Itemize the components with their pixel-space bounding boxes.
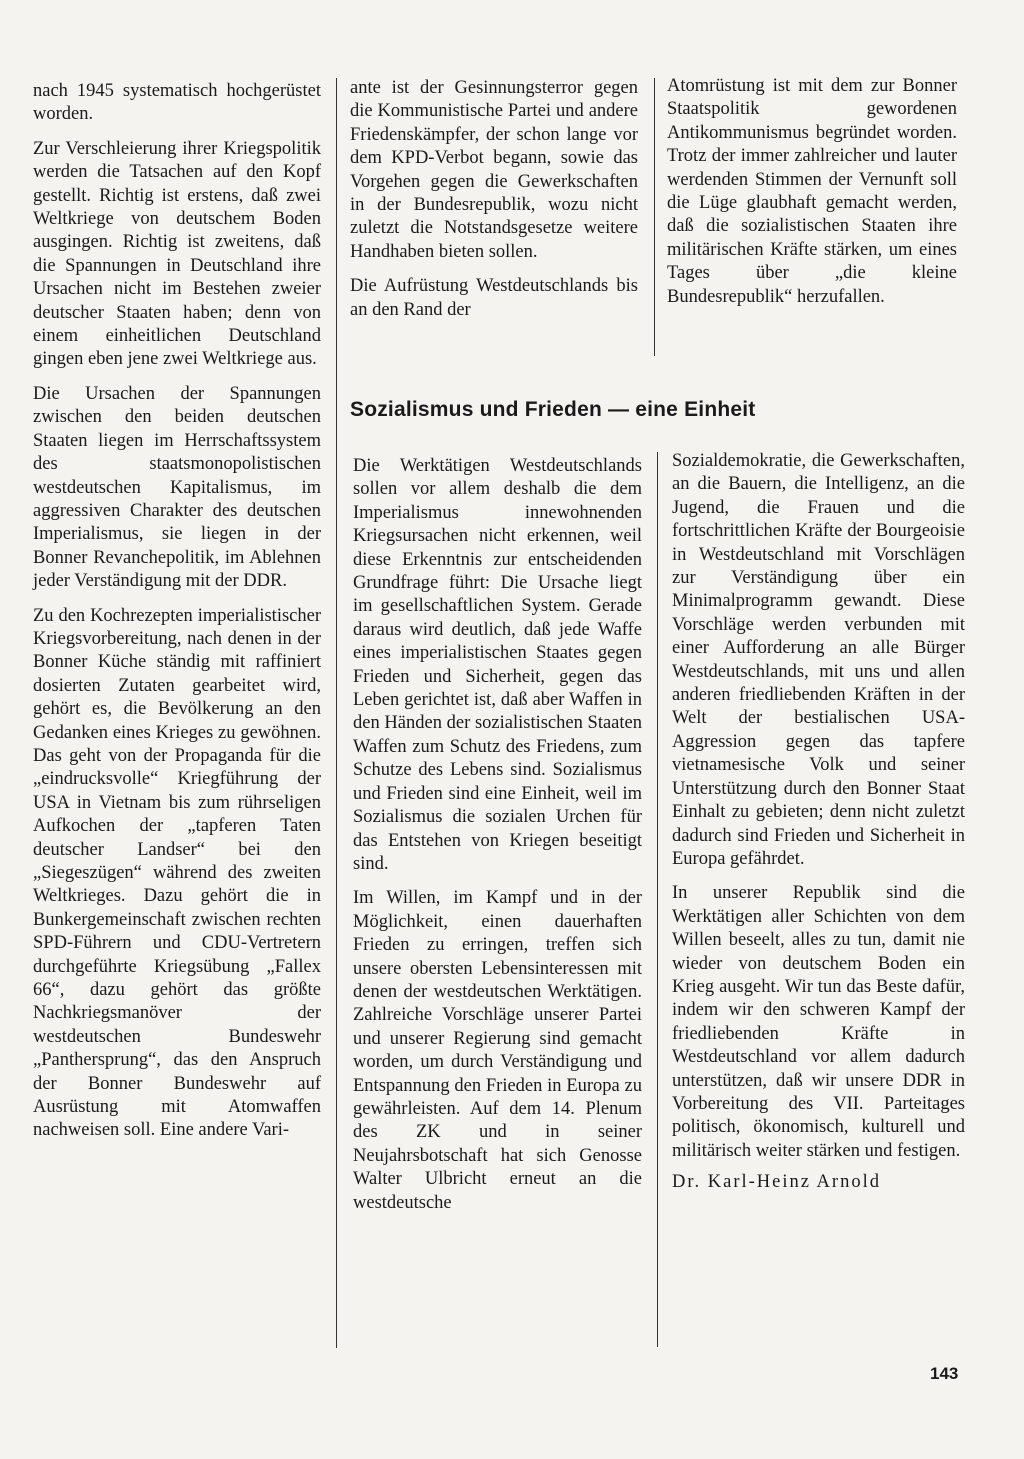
paragraph: Im Willen, im Kampf und in der Möglichkeit, einen dauerhaften Frieden zu erringen, treffen sich unsere obersten Lebensinteressen mit denen der westdeutschen Werktätigen. Zahlreiche Vorschläge unserer Partei und unserer Regierung sind gemacht worden, um durch Verständigung und Entspannung den Frieden in Europa zu gewährleisten. Auf dem 14. Plenum des ZK und in seiner Neujahrsbotschaft hat sich Genosse Walter Ulbricht erneut an die westdeutsche <box>353 888 642 1213</box>
paragraph: ante ist der Gesinnungsterror gegen die Kommunistische Partei und andere Friedenskämpfer, der schon lange vor dem KPD-Verbot begann, sowie das Vorgehen gegen die Gewerkschaften in der Bundesrepublik, wozu nicht zuletzt die Notstandsgesetze weitere Handhaben bieten sollen. <box>350 78 638 262</box>
paragraph: Sozialdemokratie, die Gewerkschaften, an die Bauern, die Intelligenz, an die Jugend, die Frauen und die fortschrittlichen Kräfte der Bourgeoisie in Westdeutschland mit Vorschlägen zur Verständigung über ein Minimalprogramm gewandt. Diese Vorschläge werden verbunden mit einer Aufforderung an alle Bürger Westdeutschlands, mit uns und allen anderen friedliebenden Kräften in der Welt der bestialischen USA-Aggression gegen das tapfere vietnamesische Volk und seiner Unterstützung durch den Bonner Staat Einhalt zu gebieten; denn nicht zuletzt dadurch sind Frieden und Sicherheit in Europa gefährdet. <box>672 451 965 869</box>
text-column-1 <box>33 80 321 1143</box>
text-column-3 <box>667 75 957 309</box>
paragraph: Zur Verschleierung ihrer Kriegspolitik werden die Tatsachen auf den Kopf gestellt. Richtig ist erstens, daß zwei Weltkriege von deutschem Boden ausgingen. Richtig ist zweitens, daß die Spannungen in Deutschland ihre Ursachen nicht im Bestehen zweier deutscher Staaten haben; denn von einem einheitlichen Deutschland gingen eben jene zwei Weltkriege aus. <box>33 138 321 370</box>
paragraph: In unserer Republik sind die Werktätigen aller Schichten von dem Willen beseelt, alles zu tun, damit nie wieder von deutschem Boden ein Krieg ausgeht. Wir tun das Beste dafür, indem wir den schweren Kampf der friedliebenden Kräfte in Westdeutschland vor allem dadurch unterstützen, daß wir unsere DDR in Vorbereitung des VII. Parteitages politisch, ökonomisch, kulturell und militärisch weiter stärken und festigen. <box>672 883 965 1161</box>
column-divider <box>657 452 658 1347</box>
paragraph: nach 1945 systematisch hochgerüstet worden. <box>33 81 321 125</box>
section-heading: Sozialismus und Frieden — eine Einheit <box>350 398 756 421</box>
text-column-4 <box>353 455 642 1215</box>
author-signature: Dr. Karl-Heinz Arnold <box>672 1172 881 1193</box>
column-divider <box>654 78 655 356</box>
paragraph: Zu den Kochrezepten imperialistischer Kriegsvorbereitung, nach denen in der Bonner Küche ständig mit raffiniert dosierten Zutaten gearbeitet wird, gehört es, die Bevölkerung an den Gedanken eines Krieges zu gewöhnen. Das geht von der Propaganda für die „eindrucksvolle“ Kriegführung der USA in Vietnam bis zum rührseligen Aufkochen der „tapferen Taten deutscher Landser“ bei den „Siegeszügen“ während des zweiten Weltkrieges. Dazu gehört die in Bunkergemeinschaft zwischen rechten SPD-Führern und CDU-Vertretern durchgeführte Kriegsübung „Fallex 66“, dazu gehört das größte Nachkriegsmanöver der westdeutschen Bundeswehr „Panthersprung“, das den Anspruch der Bonner Bundeswehr auf Ausrüstung mit Atomwaffen nachweisen soll. Eine andere Vari- <box>33 605 321 1141</box>
paragraph: Die Ursachen der Spannungen zwischen den beiden deutschen Staaten liegen im Herrschaftssystem des staatsmonopolistischen westdeutschen Kapitalismus, im aggressiven Charakter des deutschen Imperialismus, sie liegen in der Bonner Revanchepolitik, im Ablehnen jeder Verständigung mit der DDR. <box>33 383 321 592</box>
paragraph: Atomrüstung ist mit dem zur Bonner Staatspolitik gewordenen Antikommunismus begründet worden. Trotz der immer zahlreicher und lauter werdenden Stimmen der Vernunft soll die Lüge glaubhaft gemacht werden, daß die sozialistischen Staaten ihre militärischen Kräfte stärken, um eines Tages über „die kleine Bundesrepublik“ herzufallen. <box>667 76 957 307</box>
column-divider <box>336 78 337 1348</box>
paragraph: Die Aufrüstung Westdeutschlands bis an den Rand der <box>350 276 638 320</box>
text-column-5 <box>672 450 965 1195</box>
paragraph: Die Werktätigen Westdeutschlands sollen vor allem deshalb die dem Imperialismus innewohnenden Kriegsursachen nicht erkennen, weil diese Erkenntnis zur entscheidenden Grundfrage führt: Die Ursache liegt im gesellschaftlichen System. Gerade daraus wird deutlich, daß jede Waffe eines imperialistischen Staates gegen Frieden und Sicherheit, gegen das Leben gerichtet ist, daß aber Waffen in den Händen der sozialistischen Staaten Waffen zum Schutz des Friedens, zum Schutze des Lebens sind. Sozialismus und Frieden sind eine Einheit, weil im Sozialismus die sozialen Urchen für das Entstehen von Kriegen beseitigt sind. <box>353 456 642 874</box>
page-number: 143 <box>930 1364 959 1383</box>
text-column-2 <box>350 77 638 322</box>
